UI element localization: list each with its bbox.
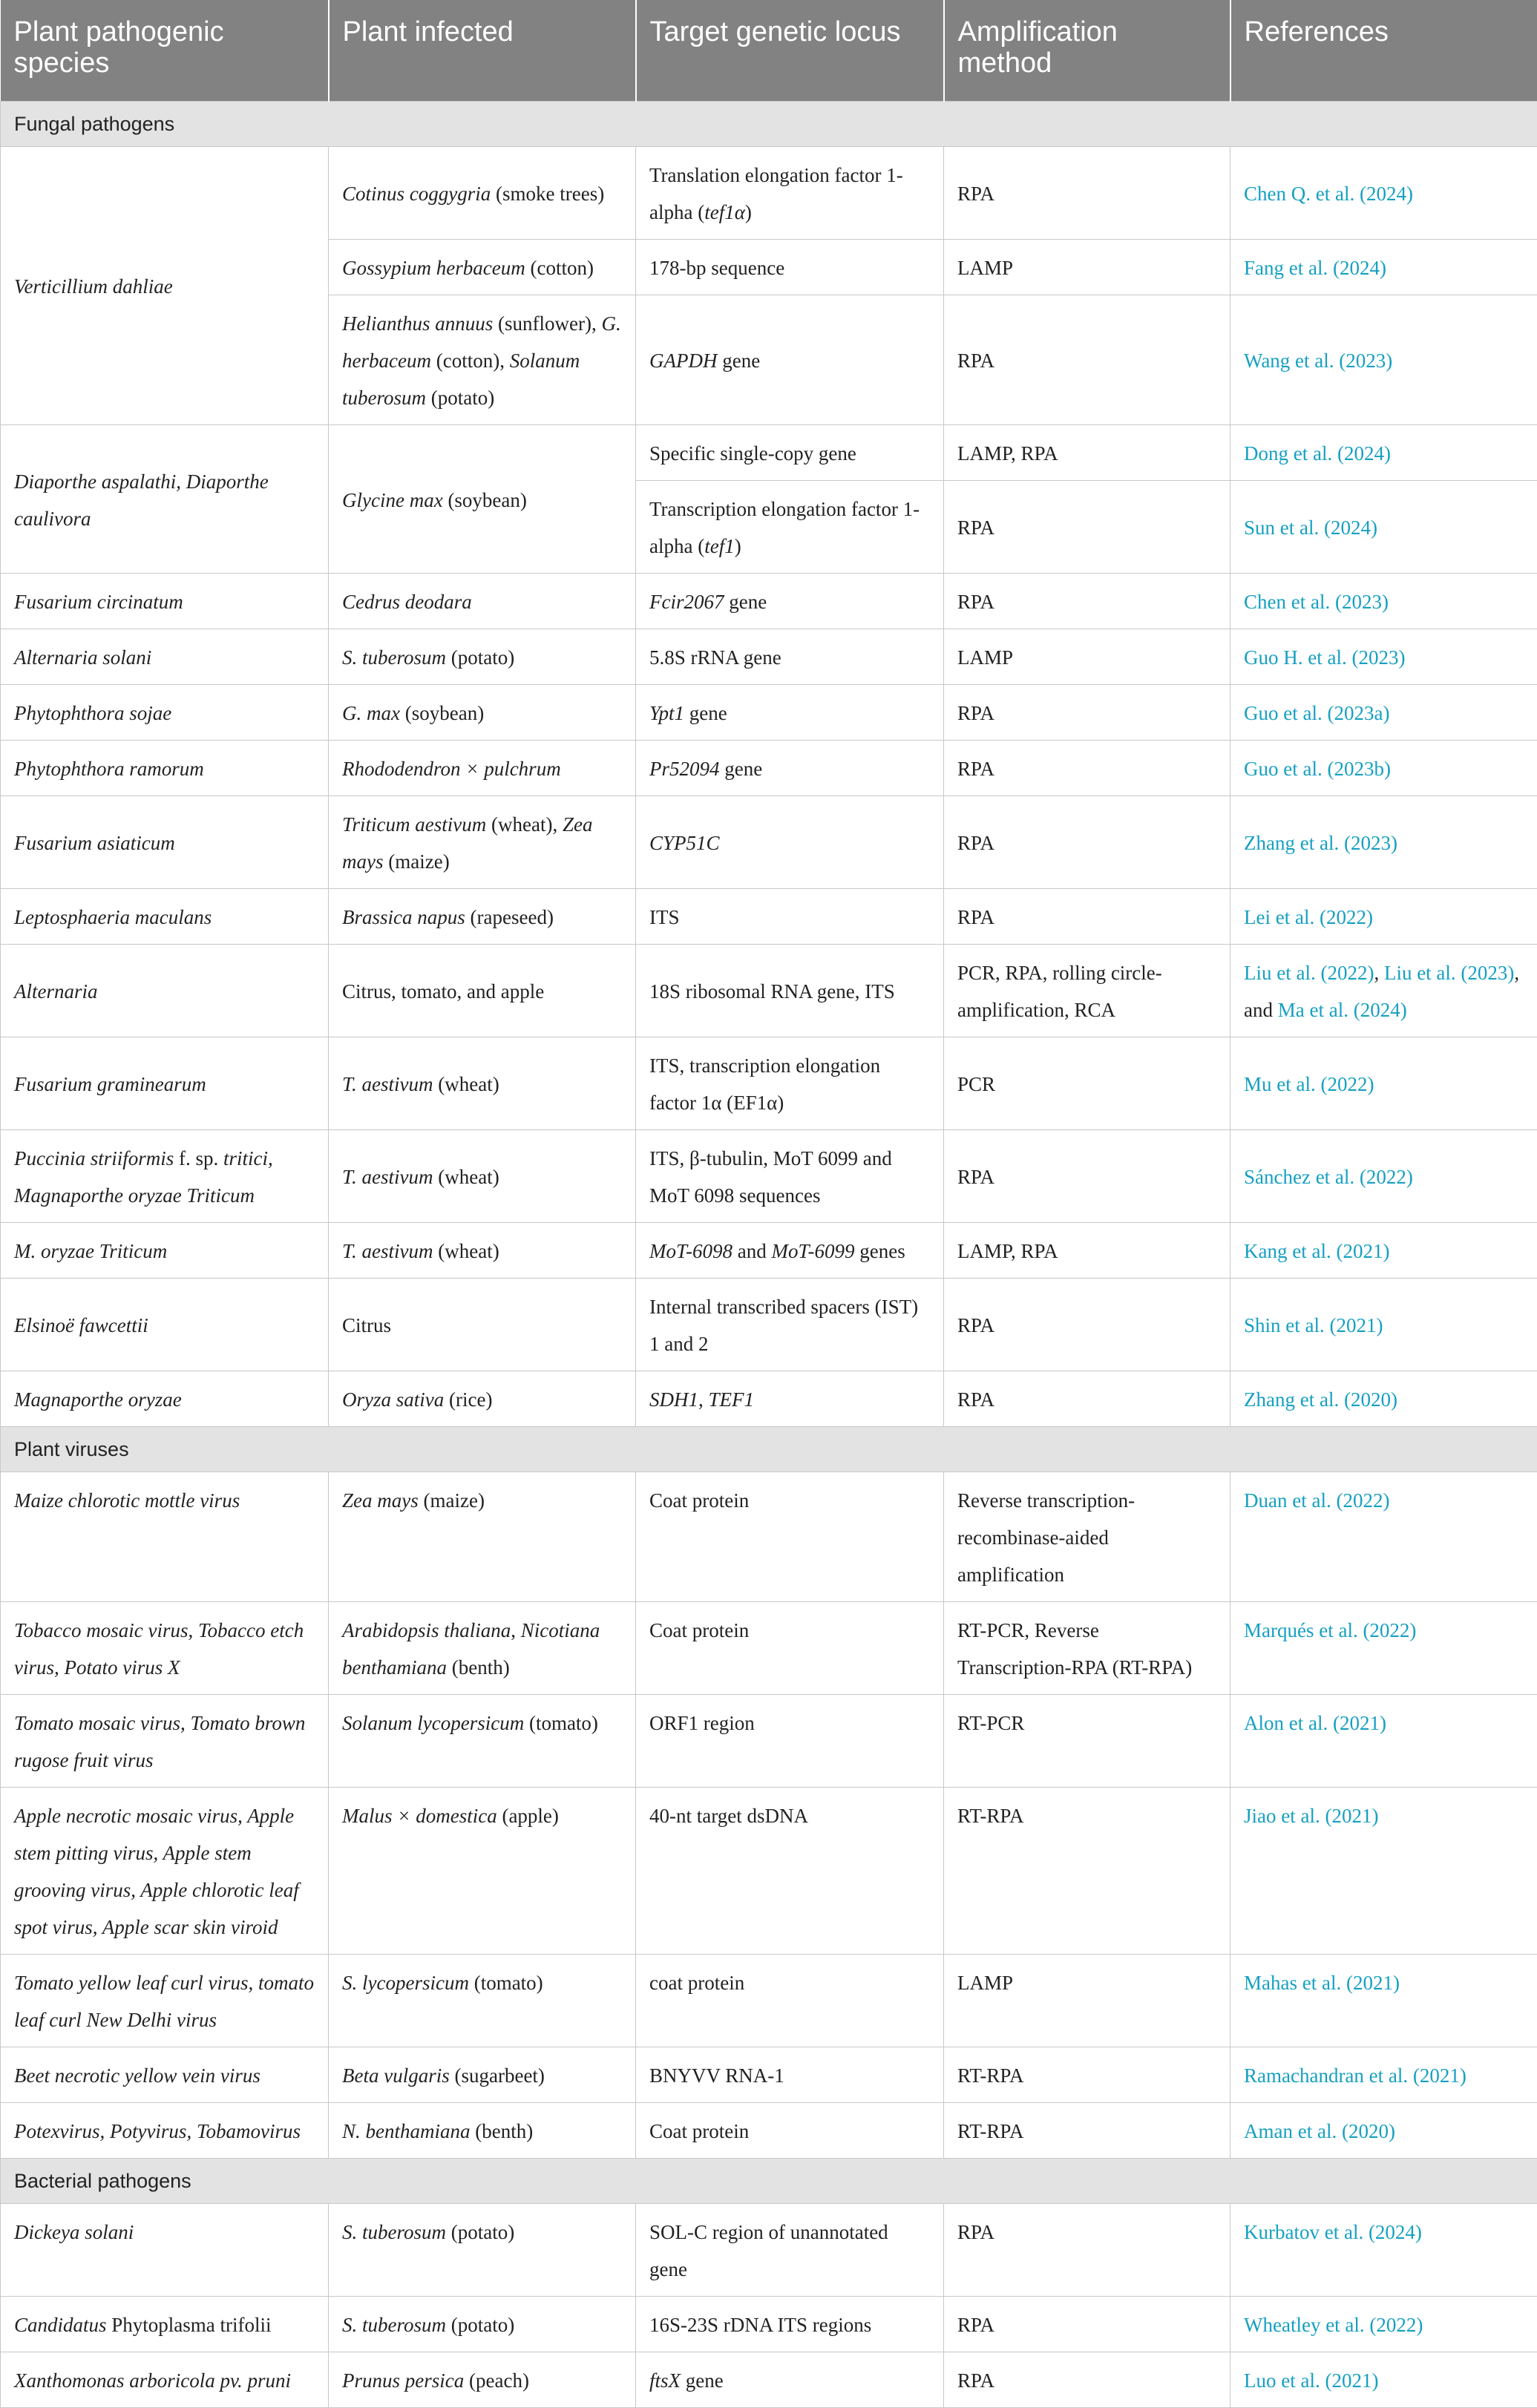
plant-cell	[329, 1788, 636, 1955]
plant-note: (rapeseed)	[465, 906, 554, 928]
plant-name: Zea mays	[342, 1489, 419, 1512]
plant-note: (tomato)	[469, 1972, 543, 1994]
reference-link[interactable]: Chen Q. et al. (2024)	[1230, 147, 1537, 240]
table-row	[1, 2103, 1537, 2159]
locus-cell: ITS, transcription elongation factor 1α (EF1α)	[636, 1037, 944, 1130]
plant-name: T. aestivum	[342, 1240, 433, 1262]
plant-cell	[329, 574, 636, 629]
plant-name: Arabidopsis thaliana	[342, 1619, 511, 1641]
table-row	[1, 629, 1537, 685]
plant-cell	[329, 147, 636, 240]
plant-name: Helianthus annuus	[342, 312, 493, 335]
plant-name: Rhododendron × pulchrum	[342, 758, 561, 780]
reference-link[interactable]: Dong et al. (2024)	[1230, 425, 1537, 481]
locus-cell	[636, 1223, 944, 1279]
plant-cell	[329, 685, 636, 741]
reference-link[interactable]: Guo et al. (2023a)	[1230, 685, 1537, 741]
locus-cell	[636, 2352, 944, 2408]
locus-gene: tef1α	[704, 201, 745, 223]
table-row	[1, 1602, 1537, 1695]
plant-note: (potato)	[446, 646, 514, 669]
locus-cell: Specific single-copy gene	[636, 425, 944, 481]
plant-cell	[329, 1472, 636, 1602]
locus-cell	[636, 147, 944, 240]
plant-note: (soybean)	[400, 702, 484, 724]
plant-note: (benth)	[471, 2120, 534, 2142]
method-cell: RPA	[944, 2297, 1230, 2352]
locus-text: )	[745, 201, 752, 223]
method-cell: RPA	[944, 1279, 1230, 1371]
plant-name: Cotinus coggygria	[342, 183, 491, 205]
plant-name: Beta vulgaris	[342, 2064, 450, 2087]
plant-name: Brassica napus	[342, 906, 465, 928]
plant-cell	[329, 2204, 636, 2297]
locus-cell: Internal transcribed spacers (IST) 1 and 2	[636, 1279, 944, 1371]
locus-text: genes	[854, 1240, 905, 1262]
plant-note: (cotton)	[525, 257, 594, 279]
plant-name: Glycine max	[342, 489, 443, 511]
method-cell: RPA	[944, 1371, 1230, 1427]
species-cell: Verticillium dahliae	[1, 147, 329, 425]
locus-cell	[636, 796, 944, 889]
table-row	[1, 1955, 1537, 2047]
locus-cell: 178-bp sequence	[636, 240, 944, 295]
locus-text: gene	[724, 591, 767, 613]
table-row	[1, 796, 1537, 889]
plant-cell	[329, 2297, 636, 2352]
method-cell: RPA	[944, 685, 1230, 741]
table-row	[1, 1037, 1537, 1130]
method-cell: RPA	[944, 1130, 1230, 1223]
method-cell: RPA	[944, 2204, 1230, 2297]
locus-cell: ITS, β-tubulin, MoT 6099 and MoT 6098 sequences	[636, 1130, 944, 1223]
locus-gene: CYP51C	[649, 832, 720, 854]
method-cell: LAMP, RPA	[944, 1223, 1230, 1279]
plant-name: S. tuberosum	[342, 2314, 446, 2336]
header-references: References	[1230, 0, 1537, 102]
species-cell: Tomato yellow leaf curl virus, tomato leaf curl New Delhi virus	[1, 1955, 329, 2047]
plant-name: Nicotiana benthamiana	[342, 1619, 600, 1679]
plant-note: (wheat)	[433, 1166, 499, 1188]
plant-name: S. tuberosum	[342, 2221, 446, 2243]
plant-note: (rice)	[444, 1388, 492, 1411]
locus-cell	[636, 574, 944, 629]
table-row	[1, 1130, 1537, 1223]
plant-cell: Citrus	[329, 1279, 636, 1371]
locus-cell: 5.8S rRNA gene	[636, 629, 944, 685]
reference-link[interactable]: Liu et al. (2022)	[1244, 962, 1374, 984]
method-cell: PCR	[944, 1037, 1230, 1130]
method-cell: RPA	[944, 2352, 1230, 2408]
locus-cell: 40-nt target dsDNA	[636, 1788, 944, 1955]
locus-cell: ITS	[636, 889, 944, 945]
plant-cell	[329, 1223, 636, 1279]
plant-cell	[329, 1130, 636, 1223]
reference-link[interactable]: Chen et al. (2023)	[1230, 574, 1537, 629]
table-row	[1, 741, 1537, 796]
plant-cell	[329, 2352, 636, 2408]
locus-text: ,	[698, 1388, 709, 1411]
method-cell: RPA	[944, 147, 1230, 240]
locus-cell	[636, 295, 944, 425]
table-row	[1, 147, 1537, 240]
plant-name: Malus × domestica	[342, 1805, 497, 1827]
locus-text: gene	[717, 350, 760, 372]
method-cell: RPA	[944, 574, 1230, 629]
plant-cell	[329, 741, 636, 796]
section-row	[1, 2159, 1537, 2204]
locus-text: gene	[720, 758, 763, 780]
plant-name: N. benthamiana	[342, 2120, 471, 2142]
locus-cell	[636, 685, 944, 741]
method-cell: RPA	[944, 295, 1230, 425]
reference-link[interactable]: Mu et al. (2022)	[1230, 1037, 1537, 1130]
plant-cell	[329, 1695, 636, 1788]
reference-link[interactable]: Guo H. et al. (2023)	[1230, 629, 1537, 685]
table-row	[1, 2204, 1537, 2297]
method-cell: Reverse transcription-recombinase-aided amplification	[944, 1472, 1230, 1602]
plant-note: (potato)	[446, 2221, 514, 2243]
method-cell: RPA	[944, 889, 1230, 945]
section-row	[1, 102, 1537, 147]
locus-cell: Coat protein	[636, 1472, 944, 1602]
plant-name: Oryza sativa	[342, 1388, 444, 1411]
species-cell: Fusarium asiaticum	[1, 796, 329, 889]
species-cell: Alternaria	[1, 945, 329, 1037]
species-cell: Fusarium graminearum	[1, 1037, 329, 1130]
reference-link[interactable]: Kang et al. (2021)	[1230, 1223, 1537, 1279]
table-row	[1, 2297, 1537, 2352]
plant-name: Gossypium herbaceum	[342, 257, 525, 279]
table-row	[1, 1279, 1537, 1371]
locus-gene: MoT-6098	[649, 1240, 733, 1262]
locus-gene: Pr52094	[649, 758, 720, 780]
table-row	[1, 945, 1537, 1037]
locus-cell: BNYVV RNA-1	[636, 2047, 944, 2103]
method-cell: LAMP	[944, 629, 1230, 685]
plant-note: (soybean)	[443, 489, 527, 511]
method-cell: RT-RPA	[944, 2047, 1230, 2103]
reference-link[interactable]: Sun et al. (2024)	[1230, 481, 1537, 574]
locus-cell: 16S-23S rDNA ITS regions	[636, 2297, 944, 2352]
locus-gene: ftsX	[649, 2369, 681, 2392]
reference-link[interactable]: Luo et al. (2021)	[1230, 2352, 1537, 2408]
plant-note: (maize)	[419, 1489, 485, 1512]
plant-note: (peach)	[464, 2369, 529, 2392]
species-cell: Diaporthe aspalathi, Diaporthe caulivora	[1, 425, 329, 574]
species-text: f. sp.	[174, 1147, 223, 1169]
species-cell: Magnaporthe oryzae	[1, 1371, 329, 1427]
reference-link[interactable]: Mahas et al. (2021)	[1230, 1955, 1537, 2047]
table-row	[1, 425, 1537, 481]
plant-cell	[329, 889, 636, 945]
plant-cell	[329, 295, 636, 425]
table-row	[1, 1788, 1537, 1955]
reference-link[interactable]: Zhang et al. (2020)	[1230, 1371, 1537, 1427]
locus-cell: coat protein	[636, 1955, 944, 2047]
section-bacterial: Bacterial pathogens	[1, 2159, 1537, 2204]
reference-link[interactable]: Kurbatov et al. (2024)	[1230, 2204, 1537, 2297]
species-cell: Elsinoë fawcettii	[1, 1279, 329, 1371]
species-cell: Beet necrotic yellow vein virus	[1, 2047, 329, 2103]
reference-separator: ,	[1374, 962, 1384, 984]
method-cell: RT-RPA	[944, 1788, 1230, 1955]
species-name: tritici, Magnaporthe oryzae Triticum	[14, 1147, 273, 1207]
species-cell: Phytophthora ramorum	[1, 741, 329, 796]
header-locus: Target genetic locus	[636, 0, 944, 102]
table-row	[1, 685, 1537, 741]
plant-note: (smoke trees)	[491, 183, 604, 205]
reference-separator: , and	[1244, 962, 1519, 1021]
plant-name: S. tuberosum	[342, 646, 446, 669]
plant-cell	[329, 240, 636, 295]
reference-link[interactable]: Wheatley et al. (2022)	[1230, 2297, 1537, 2352]
species-name: Puccinia striiformis	[14, 1147, 174, 1169]
locus-cell: ORF1 region	[636, 1695, 944, 1788]
plant-name: Cedrus deodara	[342, 591, 472, 613]
table-row	[1, 889, 1537, 945]
species-cell: Maize chlorotic mottle virus	[1, 1472, 329, 1602]
header-method: Amplification method	[944, 0, 1230, 102]
plant-note: ,	[511, 1619, 521, 1641]
locus-gene: GAPDH	[649, 350, 717, 372]
reference-link[interactable]: Jiao et al. (2021)	[1230, 1788, 1537, 1955]
species-cell: Potexvirus, Potyvirus, Tobamovirus	[1, 2103, 329, 2159]
plant-cell	[329, 1037, 636, 1130]
method-cell: LAMP, RPA	[944, 425, 1230, 481]
plant-note: (tomato)	[524, 1712, 598, 1734]
locus-cell: Coat protein	[636, 2103, 944, 2159]
method-cell: PCR, RPA, rolling circle-amplification, RCA	[944, 945, 1230, 1037]
species-cell: Phytophthora sojae	[1, 685, 329, 741]
plant-name: Triticum aestivum	[342, 813, 486, 836]
species-name: Candidatus	[14, 2314, 107, 2336]
locus-text: Transcription elongation factor 1-alpha (	[649, 498, 920, 557]
reference-link[interactable]: Wang et al. (2023)	[1230, 295, 1537, 425]
species-cell: Tobacco mosaic virus, Tobacco etch virus, Potato virus X	[1, 1602, 329, 1695]
references-cell	[1230, 945, 1537, 1037]
plant-note: (potato)	[446, 2314, 514, 2336]
reference-link[interactable]: Marqués et al. (2022)	[1230, 1602, 1537, 1695]
reference-link[interactable]: Alon et al. (2021)	[1230, 1695, 1537, 1788]
locus-text: and	[733, 1240, 771, 1262]
method-cell: RT-PCR	[944, 1695, 1230, 1788]
header-plant: Plant infected	[329, 0, 636, 102]
plant-name: Solanum tuberosum	[342, 350, 580, 409]
species-cell: Tomato mosaic virus, Tomato brown rugose fruit virus	[1, 1695, 329, 1788]
locus-cell: Coat protein	[636, 1602, 944, 1695]
locus-cell	[636, 481, 944, 574]
species-cell	[1, 2297, 329, 2352]
plant-name: Prunus persica	[342, 2369, 464, 2392]
locus-cell	[636, 741, 944, 796]
locus-text: Translation elongation factor 1-alpha (	[649, 164, 903, 223]
plant-cell	[329, 1955, 636, 2047]
plant-name: G. herbaceum	[342, 312, 621, 372]
reference-link[interactable]: Fang et al. (2024)	[1230, 240, 1537, 295]
method-cell: RPA	[944, 796, 1230, 889]
plant-name: T. aestivum	[342, 1073, 433, 1095]
reference-link[interactable]: Duan et al. (2022)	[1230, 1472, 1537, 1602]
plant-cell	[329, 1371, 636, 1427]
species-cell: Fusarium circinatum	[1, 574, 329, 629]
species-cell: Xanthomonas arboricola pv. pruni	[1, 2352, 329, 2408]
locus-gene: SDH1	[649, 1388, 698, 1411]
reference-link[interactable]: Shin et al. (2021)	[1230, 1279, 1537, 1371]
plant-note: (cotton),	[431, 350, 505, 372]
reference-link[interactable]: Lei et al. (2022)	[1230, 889, 1537, 945]
reference-link[interactable]: Aman et al. (2020)	[1230, 2103, 1537, 2159]
reference-link[interactable]: Ramachandran et al. (2021)	[1230, 2047, 1537, 2103]
plant-note: (wheat),	[486, 813, 563, 836]
reference-link[interactable]: Ma et al. (2024)	[1278, 999, 1407, 1021]
plant-name: Zea mays	[342, 813, 592, 873]
locus-text: )	[735, 535, 741, 557]
plant-note: (sunflower),	[493, 312, 596, 335]
method-cell: RPA	[944, 481, 1230, 574]
plant-note: (sugarbeet)	[450, 2064, 545, 2087]
plant-name: G. max	[342, 702, 400, 724]
species-cell: Apple necrotic mosaic virus, Apple stem pitting virus, Apple stem grooving virus, Apple chlorotic leaf spot virus, Apple scar skin viroid	[1, 1788, 329, 1955]
plant-cell	[329, 1602, 636, 1695]
species-cell: Leptosphaeria maculans	[1, 889, 329, 945]
plant-cell	[329, 796, 636, 889]
plant-name: S. lycopersicum	[342, 1972, 469, 1994]
species-cell: Dickeya solani	[1, 2204, 329, 2297]
plant-note: (benth)	[447, 1656, 510, 1679]
section-viruses: Plant viruses	[1, 1427, 1537, 1472]
table-row	[1, 1371, 1537, 1427]
reference-link[interactable]: Zhang et al. (2023)	[1230, 796, 1537, 889]
plant-name: T. aestivum	[342, 1166, 433, 1188]
species-cell: Alternaria solani	[1, 629, 329, 685]
locus-gene: Ypt1	[649, 702, 684, 724]
plant-cell	[329, 2047, 636, 2103]
locus-gene: MoT-6099	[771, 1240, 854, 1262]
plant-cell: Citrus, tomato, and apple	[329, 945, 636, 1037]
section-row	[1, 1427, 1537, 1472]
locus-gene: tef1	[704, 535, 735, 557]
locus-cell	[636, 1371, 944, 1427]
species-cell: M. oryzae Triticum	[1, 1223, 329, 1279]
plant-name: Solanum lycopersicum	[342, 1712, 524, 1734]
table-row	[1, 574, 1537, 629]
plant-note: (maize)	[384, 850, 450, 873]
plant-note: (apple)	[497, 1805, 559, 1827]
method-cell: LAMP	[944, 1955, 1230, 2047]
method-cell: RT-PCR, Reverse Transcription-RPA (RT-RPA)	[944, 1602, 1230, 1695]
table-row	[1, 1695, 1537, 1788]
locus-cell: SOL-C region of unannotated gene	[636, 2204, 944, 2297]
method-cell: RT-RPA	[944, 2103, 1230, 2159]
section-fungal: Fungal pathogens	[1, 102, 1537, 147]
table-row	[1, 1223, 1537, 1279]
plant-note: (wheat)	[433, 1073, 499, 1095]
plant-cell	[329, 629, 636, 685]
locus-gene: TEF1	[709, 1388, 755, 1411]
plant-note: (potato)	[426, 387, 494, 409]
reference-link[interactable]: Sánchez et al. (2022)	[1230, 1130, 1537, 1223]
method-cell: LAMP	[944, 240, 1230, 295]
table-row	[1, 1472, 1537, 1602]
species-text: Phytoplasma trifolii	[107, 2314, 272, 2336]
table-header	[1, 0, 1537, 102]
method-cell: RPA	[944, 741, 1230, 796]
locus-gene: Fcir2067	[649, 591, 724, 613]
header-species: Plant pathogenic species	[1, 0, 329, 102]
species-cell	[1, 1130, 329, 1223]
table-row	[1, 2352, 1537, 2408]
plant-note: (wheat)	[433, 1240, 499, 1262]
table-row	[1, 2047, 1537, 2103]
plant-cell	[329, 425, 636, 574]
locus-text: gene	[684, 702, 727, 724]
reference-link[interactable]: Liu et al. (2023)	[1384, 962, 1514, 984]
locus-text: gene	[681, 2369, 724, 2392]
locus-cell: 18S ribosomal RNA gene, ITS	[636, 945, 944, 1037]
plant-cell	[329, 2103, 636, 2159]
reference-link[interactable]: Guo et al. (2023b)	[1230, 741, 1537, 796]
